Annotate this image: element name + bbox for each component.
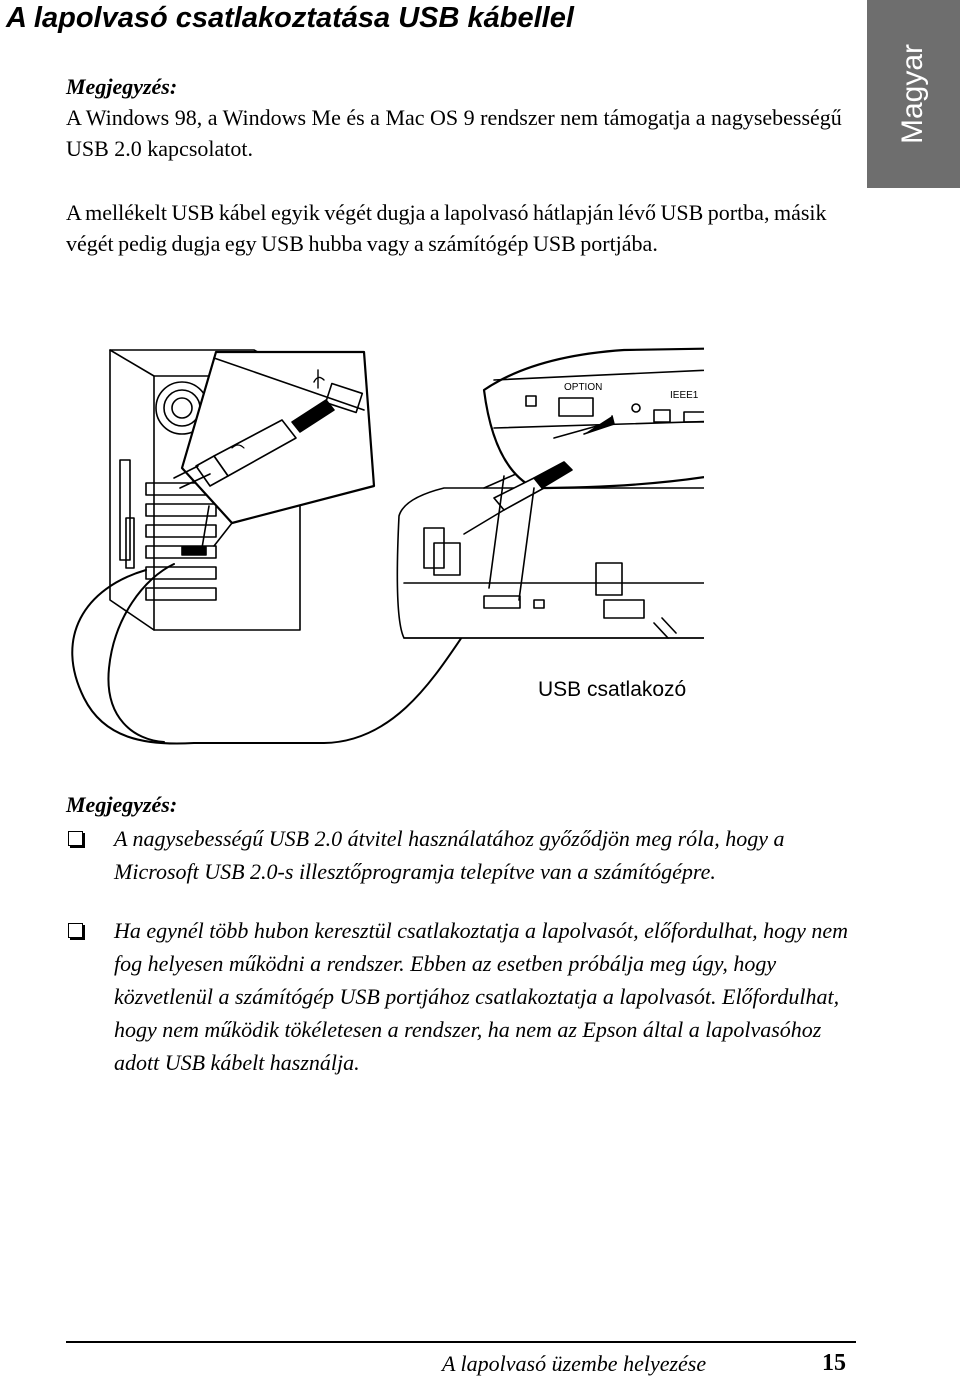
note-bullet-list xyxy=(66,822,856,1105)
checkbox-bullet-icon xyxy=(68,831,83,846)
page-number: 15 xyxy=(822,1350,846,1376)
note-text: A Windows 98, a Windows Me és a Mac OS 9 rendszer nem támogatja a nagysebességű USB 2.0 kapcsolatot. xyxy=(66,105,842,161)
bullet-text: Ha egynél több hubon keresztül csatlakoztatja a lapolvasót, előfordulhat, hogy nem fog helyesen működni a rendszer. Ebben az esetben próbálja meg úgy, hogy közvetlenül a számítógép USB portjához csatlakoztatja a lapolvasót. Előfordulhat, hogy nem működik tökéletesen a rendszer, ha nem az Epson által a lapolvasóhoz adott USB kábelt használja. xyxy=(114,918,849,1075)
option-port-label: OPTION xyxy=(564,382,603,393)
page-title: A lapolvasó csatlakoztatása USB kábellel xyxy=(6,2,574,34)
figure-caption: USB csatlakozó xyxy=(538,678,687,701)
note-title: Megjegyzés: xyxy=(66,74,178,99)
checkbox-bullet-icon xyxy=(68,923,83,938)
language-tab xyxy=(867,0,960,188)
body-paragraph: A mellékelt USB kábel egyik végét dugja a lapolvasó hátlapján lévő USB portba, másik végét pedig dugja egy USB hubba vagy a számítógép USB portjába. xyxy=(66,200,827,256)
list-item xyxy=(66,822,856,888)
list-item xyxy=(66,914,856,1079)
note-title-2: Megjegyzés: xyxy=(66,792,178,817)
ieee-port-label: IEEE1 xyxy=(670,390,699,401)
usb-connection-illustration xyxy=(64,338,704,756)
footer-divider xyxy=(66,1341,856,1343)
scanner xyxy=(397,466,704,638)
bullet-text: A nagysebességű USB 2.0 átvitel használatához győződjön meg róla, hogy a Microsoft USB 2.0-s illesztőprogramja telepítve van a számítógépre. xyxy=(114,826,785,884)
language-tab-label: Magyar xyxy=(896,43,930,145)
footer-section-title: A lapolvasó üzembe helyezése xyxy=(442,1351,707,1376)
